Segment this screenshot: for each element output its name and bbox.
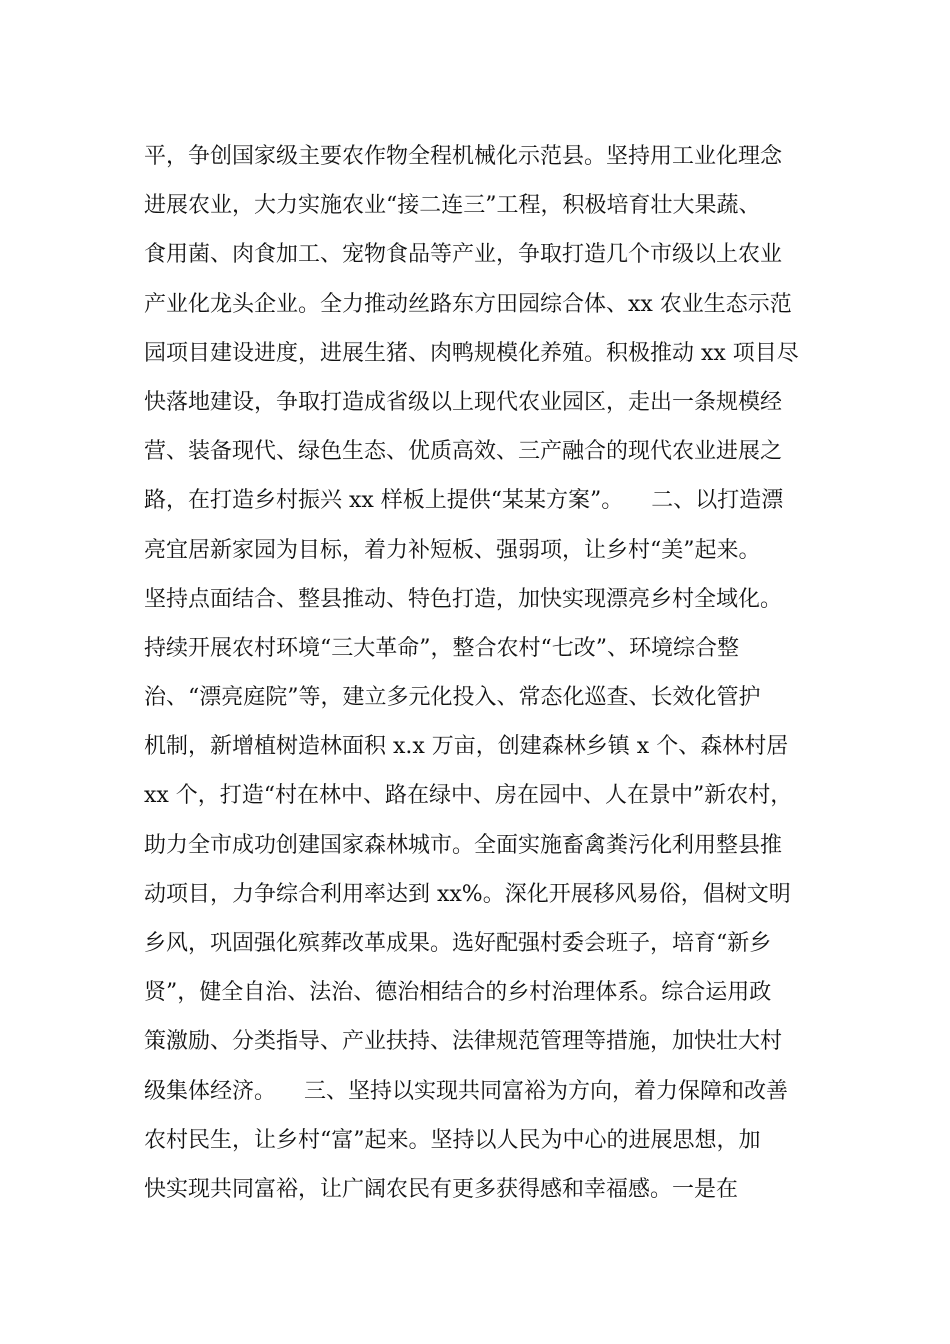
text-line: 贤”，健全自治、法治、德治相结合的乡村治理体系。综合运用政 xyxy=(144,980,772,1006)
text-line: 动项目，力争综合利用率达到 xx%。深化开展移风易俗，倡树文明 xyxy=(144,881,791,907)
text-line: 乡风，巩固强化殡葬改革成果。选好配强村委会班子，培育“新乡 xyxy=(144,931,772,956)
text-line: 园项目建设进度，进展生猪、肉鸭规模化养殖。积极推动 xx 项目尽 xyxy=(144,340,799,366)
text-line: 进展农业，大力实施农业“接二连三”工程，积极培育壮大果蔬、 xyxy=(144,193,761,219)
text-line: xx 个，打造“村在林中、路在绿中、房在园中、人在景中”新农村， xyxy=(144,783,793,809)
text-line: 产业化龙头企业。全力推动丝路东方田园综合体、xx 农业生态示范 xyxy=(144,291,792,317)
text-line: 级集体经济。 三、坚持以实现共同富裕为方向，着力保障和改善 xyxy=(144,1078,788,1104)
text-line: 治、“漂亮庭院”等，建立多元化投入、常态化巡查、长效化管护 xyxy=(144,685,761,711)
text-line: 持续开展农村环境“三大革命”，整合农村“七改”、环境综合整 xyxy=(144,635,739,661)
text-line: 农村民生，让乡村“富”起来。坚持以人民为中心的进展思想，加 xyxy=(144,1127,761,1153)
text-line: 坚持点面结合、整县推动、特色打造，加快实现漂亮乡村全域化。 xyxy=(144,586,783,612)
body-text xyxy=(144,132,834,1214)
text-line: 快实现共同富裕，让广阔农民有更多获得感和幸福感。一是在 xyxy=(144,1176,739,1202)
text-line: 亮宜居新家园为目标，着力补短板、强弱项，让乡村“美”起来。 xyxy=(144,537,761,563)
text-line: 机制，新增植树造林面积 x.x 万亩，创建森林乡镇 x 个、森林村居 xyxy=(144,734,789,760)
text-line: 营、装备现代、绿色生态、优质高效、三产融合的现代农业进展之 xyxy=(144,439,783,465)
text-line: 食用菌、肉食加工、宠物食品等产业，争取打造几个市级以上农业 xyxy=(144,242,783,268)
text-line: 平，争创国家级主要农作物全程机械化示范县。坚持用工业化理念 xyxy=(144,144,783,169)
text-line: 路，在打造乡村振兴 xx 样板上提供“某某方案”。 二、以打造漂 xyxy=(144,488,784,514)
text-line: 助力全市成功创建国家森林城市。全面实施畜禽粪污化利用整县推 xyxy=(144,832,783,858)
text-line: 策激励、分类指导、产业扶持、法律规范管理等措施，加快壮大村 xyxy=(144,1029,783,1055)
text-line: 快落地建设，争取打造成省级以上现代农业园区，走出一条规模经 xyxy=(144,389,783,415)
